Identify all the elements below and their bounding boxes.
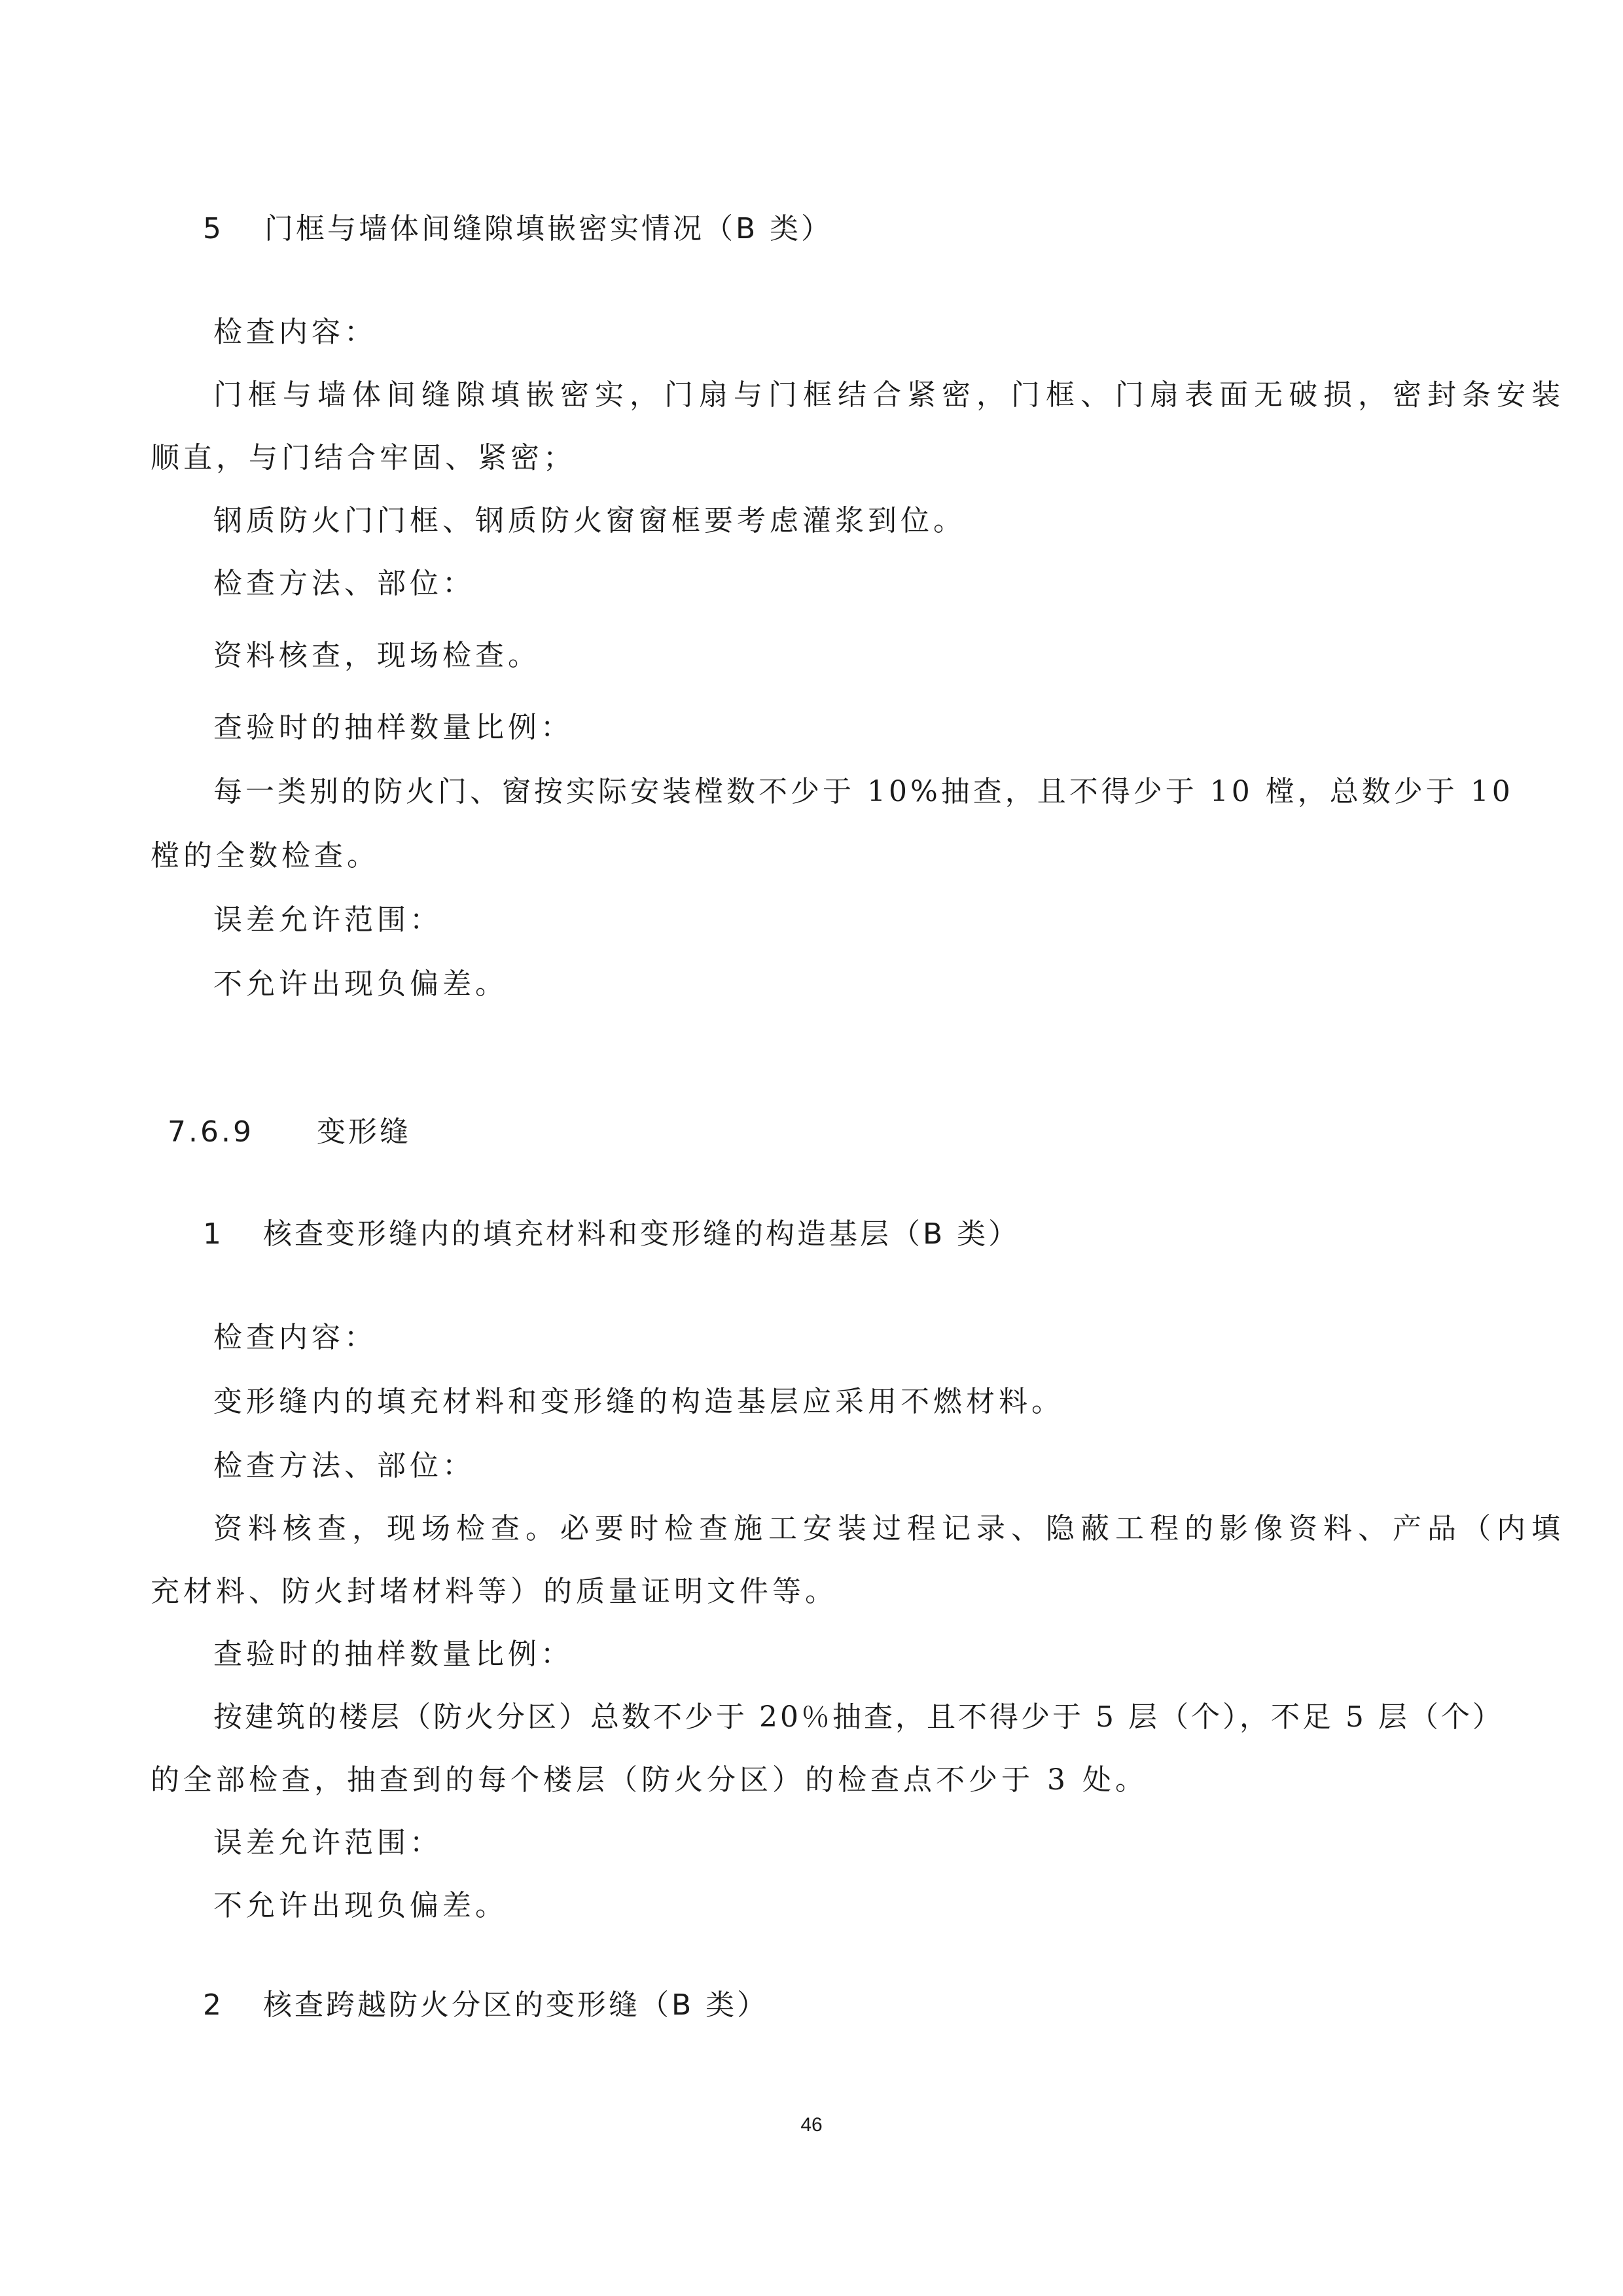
section-5-title: 门框与墙体间缝隙填嵌密实情况（B 类） [264,212,833,245]
section-5-number: 5 [203,212,224,245]
clause-number: 7.6.9 [168,1115,254,1149]
item-1-tolerance-label: 误差允许范围： [213,1826,442,1859]
section-5-sampling-line-1: 每一类别的防火门、窗按实际安装樘数不少于 10%抽查，且不得少于 10 樘，总数少于 10 [213,775,1514,808]
section-5-method-label: 检查方法、部位： [213,567,475,600]
section-5-tolerance-text: 不允许出现负偏差。 [213,967,508,1001]
item-1-content-label: 检查内容： [213,1321,377,1354]
section-5-sampling-label: 查验时的抽样数量比例： [213,711,573,744]
item-1-content-text: 变形缝内的填充材料和变形缝的构造基层应采用不燃材料。 [213,1385,1064,1418]
section-5-sampling-line-2: 樘的全数检查。 [151,839,380,872]
item-1-method-line-1: 资料核查，现场检查。必要时检查施工安装过程记录、隐蔽工程的影像资料、产品（内填 [213,1512,1566,1545]
item-1-sampling-line-2: 的全部检查，抽查到的每个楼层（防火分区）的检查点不少于 3 处。 [151,1763,1148,1797]
item-2-title: 核查跨越防火分区的变形缝（B 类） [263,1988,769,2022]
section-5-content-line-1: 门框与墙体间缝隙填嵌密实，门扇与门框结合紧密，门框、门扇表面无破损，密封条安装 [213,378,1566,412]
section-5-content-line-3: 钢质防火门门框、钢质防火窗窗框要考虑灌浆到位。 [213,504,966,537]
item-1-sampling-label: 查验时的抽样数量比例： [213,1638,573,1671]
item-1-tolerance-text: 不允许出现负偏差。 [213,1889,508,1922]
item-1-title: 核查变形缝内的填充材料和变形缝的构造基层（B 类） [263,1217,1020,1251]
section-5-content-label: 检查内容： [213,315,377,349]
item-2-number: 2 [203,1988,224,2022]
item-1-sampling-line-1: 按建筑的楼层（防火分区）总数不少于 20％抽查，且不得少于 5 层（个），不足 5 层（个） [213,1700,1504,1734]
item-1-method-line-2: 充材料、防火封堵材料等）的质量证明文件等。 [151,1575,838,1608]
item-2-heading [203,1986,768,2025]
section-5-heading [203,209,832,249]
page-number: 46 [800,2114,823,2136]
section-5-content-line-2: 顺直，与门结合牢固、紧密； [151,441,576,475]
item-1-heading [203,1215,1020,1254]
item-1-method-label: 检查方法、部位： [213,1449,475,1482]
clause-heading [168,1113,411,1152]
item-1-number: 1 [203,1217,224,1251]
section-5-tolerance-label: 误差允许范围： [213,903,442,937]
clause-title: 变形缝 [317,1115,411,1149]
section-5-method-text: 资料核查，现场检查。 [213,639,541,672]
